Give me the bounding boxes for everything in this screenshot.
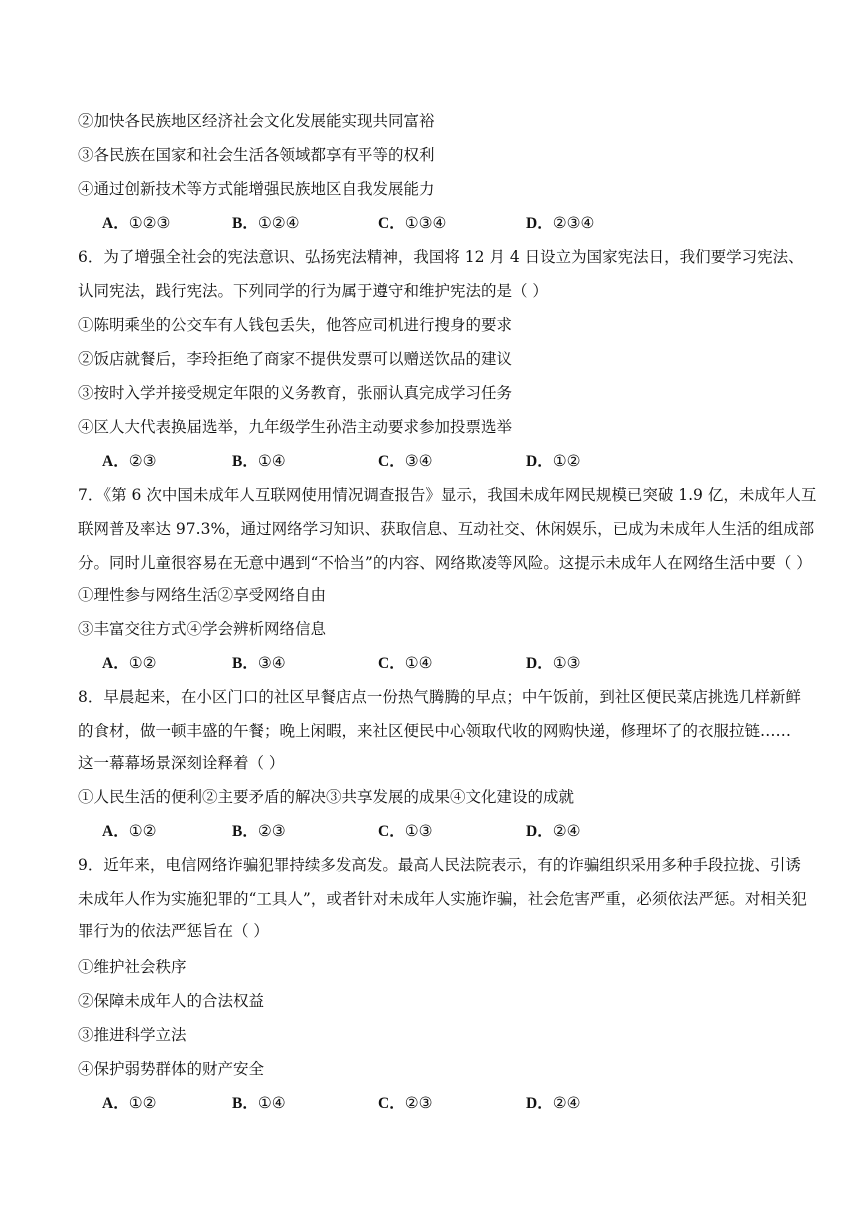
q6-statement-2: ②饭店就餐后，李玲拒绝了商家不提供发票可以赠送饮品的建议	[78, 350, 513, 368]
option-b[interactable]: B．①②④	[232, 214, 300, 232]
q9-statement-4: ④保护弱势群体的财产安全	[78, 1060, 265, 1078]
q9-statement-1: ①维护社会秩序	[78, 958, 187, 976]
q6-option-a[interactable]: A．②③	[102, 452, 157, 470]
q9-statement-3: ③推进科学立法	[78, 1026, 187, 1044]
question-9-stem-line-2: 未成年人作为实施犯罪的“工具人”，或者针对未成年人实施诈骗，社会危害严重，必须依法严惩。对相关犯	[78, 890, 807, 908]
option-c[interactable]: C．①③④	[378, 214, 447, 232]
q8-option-a[interactable]: A．①②	[102, 822, 157, 840]
question-8-stem-line-3: 这一幕幕场景深刻诠释着（ ）	[78, 754, 285, 772]
q9-option-b[interactable]: B．①④	[232, 1094, 286, 1112]
q7-option-b[interactable]: B．③④	[232, 654, 286, 672]
q6-statement-3: ③按时入学并接受规定年限的义务教育，张丽认真完成学习任务	[78, 384, 513, 402]
question-7-stem-line-3: 分。同时儿童很容易在无意中遇到“不恰当”的内容、网络欺凌等风险。这提示未成年人在网络生活中要（ ）	[78, 554, 812, 572]
q9-option-d[interactable]: D．②④	[526, 1094, 581, 1112]
q6-option-d[interactable]: D．①②	[526, 452, 581, 470]
q9-option-a[interactable]: A．①②	[102, 1094, 157, 1112]
question-6-stem-line-1: 6．为了增强全社会的宪法意识、弘扬宪法精神，我国将 12 月 4 日设立为国家宪法日，我们要学习宪法、	[78, 248, 804, 266]
question-9-stem-line-1: 9．近年来，电信网络诈骗犯罪持续多发高发。最高人民法院表示，有的诈骗组织采用多种手段拉拢、引诱	[78, 856, 801, 874]
q6-option-b[interactable]: B．①④	[232, 452, 286, 470]
q8-statement-row: ①人民生活的便利②主要矛盾的解决③共享发展的成果④文化建设的成就	[78, 788, 575, 806]
question-7-stem-line-1: 7．《第 6 次中国未成年人互联网使用情况调查报告》显示，我国未成年网民规模已突破 1.9 亿，未成年人互	[78, 486, 817, 504]
question-9-stem-line-3: 罪行为的依法严惩旨在（ ）	[78, 922, 269, 940]
q8-option-d[interactable]: D．②④	[526, 822, 581, 840]
q6-statement-1: ①陈明乘坐的公交车有人钱包丢失，他答应司机进行搜身的要求	[78, 316, 513, 334]
question-8-stem-line-1: 8．早晨起来，在小区门口的社区早餐店点一份热气腾腾的早点；中午饭前，到社区便民菜店挑选几样新鲜	[78, 688, 801, 706]
statement-2: ②加快各民族地区经济社会文化发展能实现共同富裕	[78, 112, 435, 130]
q7-statement-row-2: ③丰富交往方式④学会辨析网络信息	[78, 620, 327, 638]
q7-option-c[interactable]: C．①④	[378, 654, 433, 672]
statement-4: ④通过创新技术等方式能增强民族地区自我发展能力	[78, 180, 435, 198]
q6-option-c[interactable]: C．③④	[378, 452, 433, 470]
question-6-stem-line-2: 认同宪法，践行宪法。下列同学的行为属于遵守和维护宪法的是（ ）	[78, 282, 548, 300]
option-d[interactable]: D．②③④	[526, 214, 595, 232]
question-7-stem-line-2: 联网普及率达 97.3%，通过网络学习知识、获取信息、互动社交、休闲娱乐，已成为未成年人生活的组成部	[78, 520, 815, 538]
q7-option-a[interactable]: A．①②	[102, 654, 157, 672]
q8-option-c[interactable]: C．①③	[378, 822, 433, 840]
q7-statement-row-1: ①理性参与网络生活②享受网络自由	[78, 586, 327, 604]
question-8-stem-line-2: 的食材，做一顿丰盛的午餐；晚上闲暇，来社区便民中心领取代收的网购快递，修理坏了的衣服拉链……	[78, 722, 792, 740]
q9-option-c[interactable]: C．②③	[378, 1094, 433, 1112]
q7-option-d[interactable]: D．①③	[526, 654, 581, 672]
statement-3: ③各民族在国家和社会生活各领域都享有平等的权利	[78, 146, 435, 164]
q6-statement-4: ④区人大代表换届选举，九年级学生孙浩主动要求参加投票选举	[78, 418, 513, 436]
q9-statement-2: ②保障未成年人的合法权益	[78, 992, 265, 1010]
q8-option-b[interactable]: B．②③	[232, 822, 286, 840]
option-a[interactable]: A．①②③	[102, 214, 171, 232]
